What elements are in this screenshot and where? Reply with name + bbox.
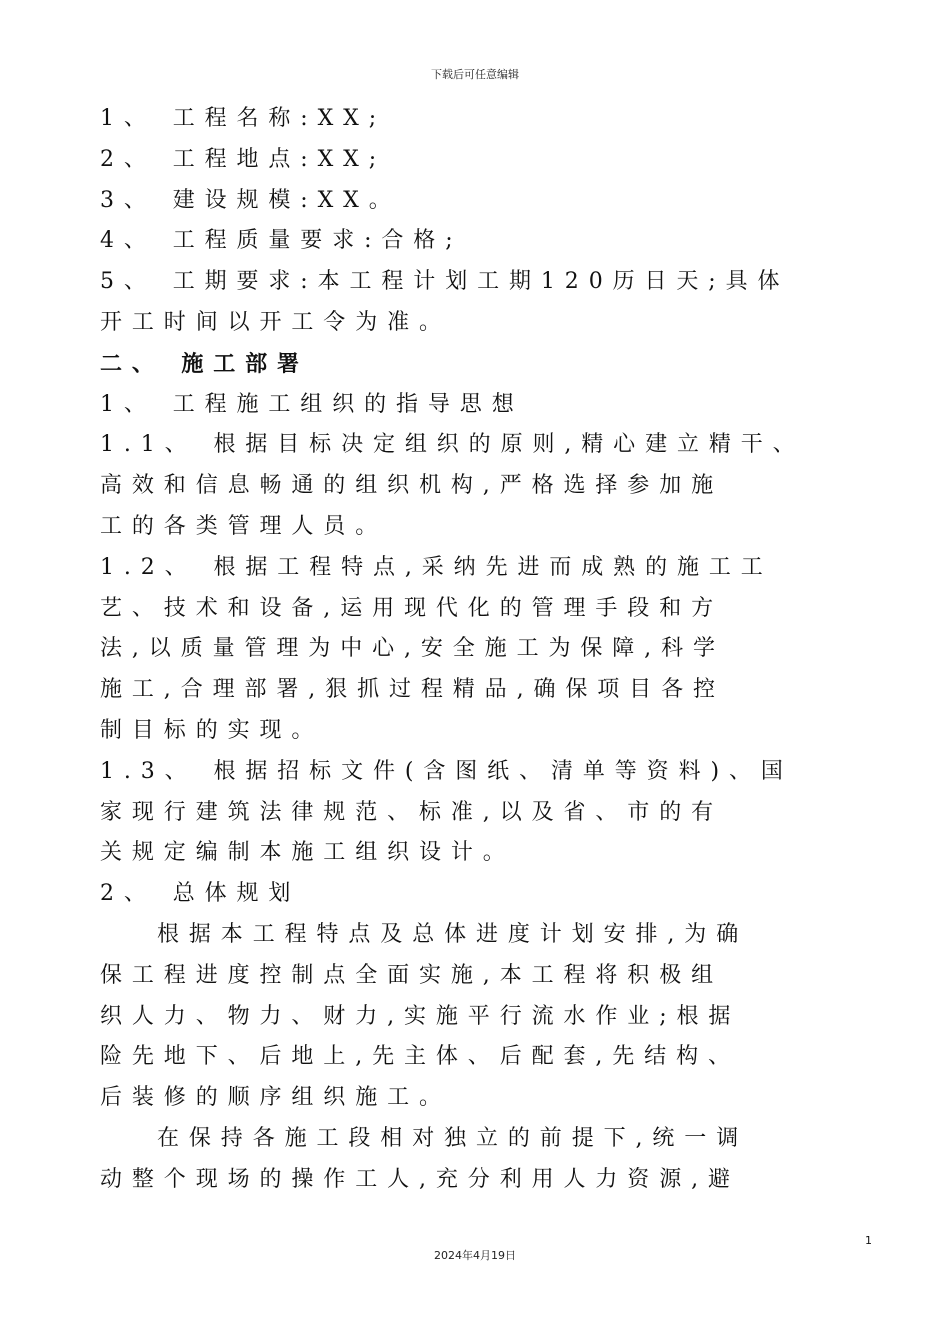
text-line: 施工,合理部署,狠抓过程精品,确保项目各控 <box>100 677 725 703</box>
text-line: 后装修的顺序组织施工。 <box>100 1085 451 1111</box>
text-line: 3、 建设规模:XX。 <box>100 187 401 213</box>
text-line: 1.3、 根据招标文件(含图纸、清单等资料)、国 <box>100 758 793 784</box>
page-number: 1 <box>865 1234 872 1247</box>
text-line: 1.1、 根据目标决定组织的原则,精心建立精干、 <box>100 432 805 458</box>
text-line: 法,以质量管理为中心,安全施工为保障,科学 <box>100 636 725 662</box>
subsection-heading: 1、 工程施工组织的指导思想 <box>100 391 524 417</box>
page-footer-date: 2024年4月19日 <box>434 1249 516 1262</box>
text-line: 织人力、物力、财力,实施平行流水作业;根据 <box>100 1003 741 1029</box>
text-line: 5、 工期要求:本工程计划工期120历日天;具体 <box>100 269 790 295</box>
text-line: 1、 工程名称:XX; <box>100 106 387 131</box>
text-line: 保工程进度控制点全面实施,本工程将积极组 <box>100 962 723 988</box>
text-line: 高效和信息畅通的组织机构,严格选择参加施 <box>100 473 723 499</box>
text-line: 关规定编制本施工组织设计。 <box>100 840 515 866</box>
document-body <box>100 99 860 1201</box>
text-line: 根据本工程特点及总体进度计划安排,为确 <box>157 921 749 947</box>
text-line: 艺、技术和设备,运用现代化的管理手段和方 <box>100 595 723 621</box>
page-header: 下载后可任意编辑 <box>431 68 519 81</box>
text-line: 工的各类管理人员。 <box>100 513 388 539</box>
text-line: 在保持各施工段相对独立的前提下,统一调 <box>157 1125 749 1151</box>
subsection-heading: 2、 总体规划 <box>100 881 301 907</box>
text-line: 开工时间以开工令为准。 <box>100 309 451 335</box>
text-line: 家现行建筑法律规范、标准,以及省、市的有 <box>100 799 723 825</box>
text-line: 险先地下、后地上,先主体、后配套,先结构、 <box>100 1044 740 1070</box>
section-heading: 二、 施工部署 <box>100 350 309 377</box>
text-line: 2、 工程地点:XX; <box>100 146 387 172</box>
text-line: 动整个现场的操作工人,充分利用人力资源,避 <box>100 1166 740 1192</box>
text-line: 1.2、 根据工程特点,采纳先进而成熟的施工工 <box>100 554 773 580</box>
text-line: 制目标的实现。 <box>100 717 324 743</box>
text-line: 4、 工程质量要求:合格; <box>100 228 463 254</box>
